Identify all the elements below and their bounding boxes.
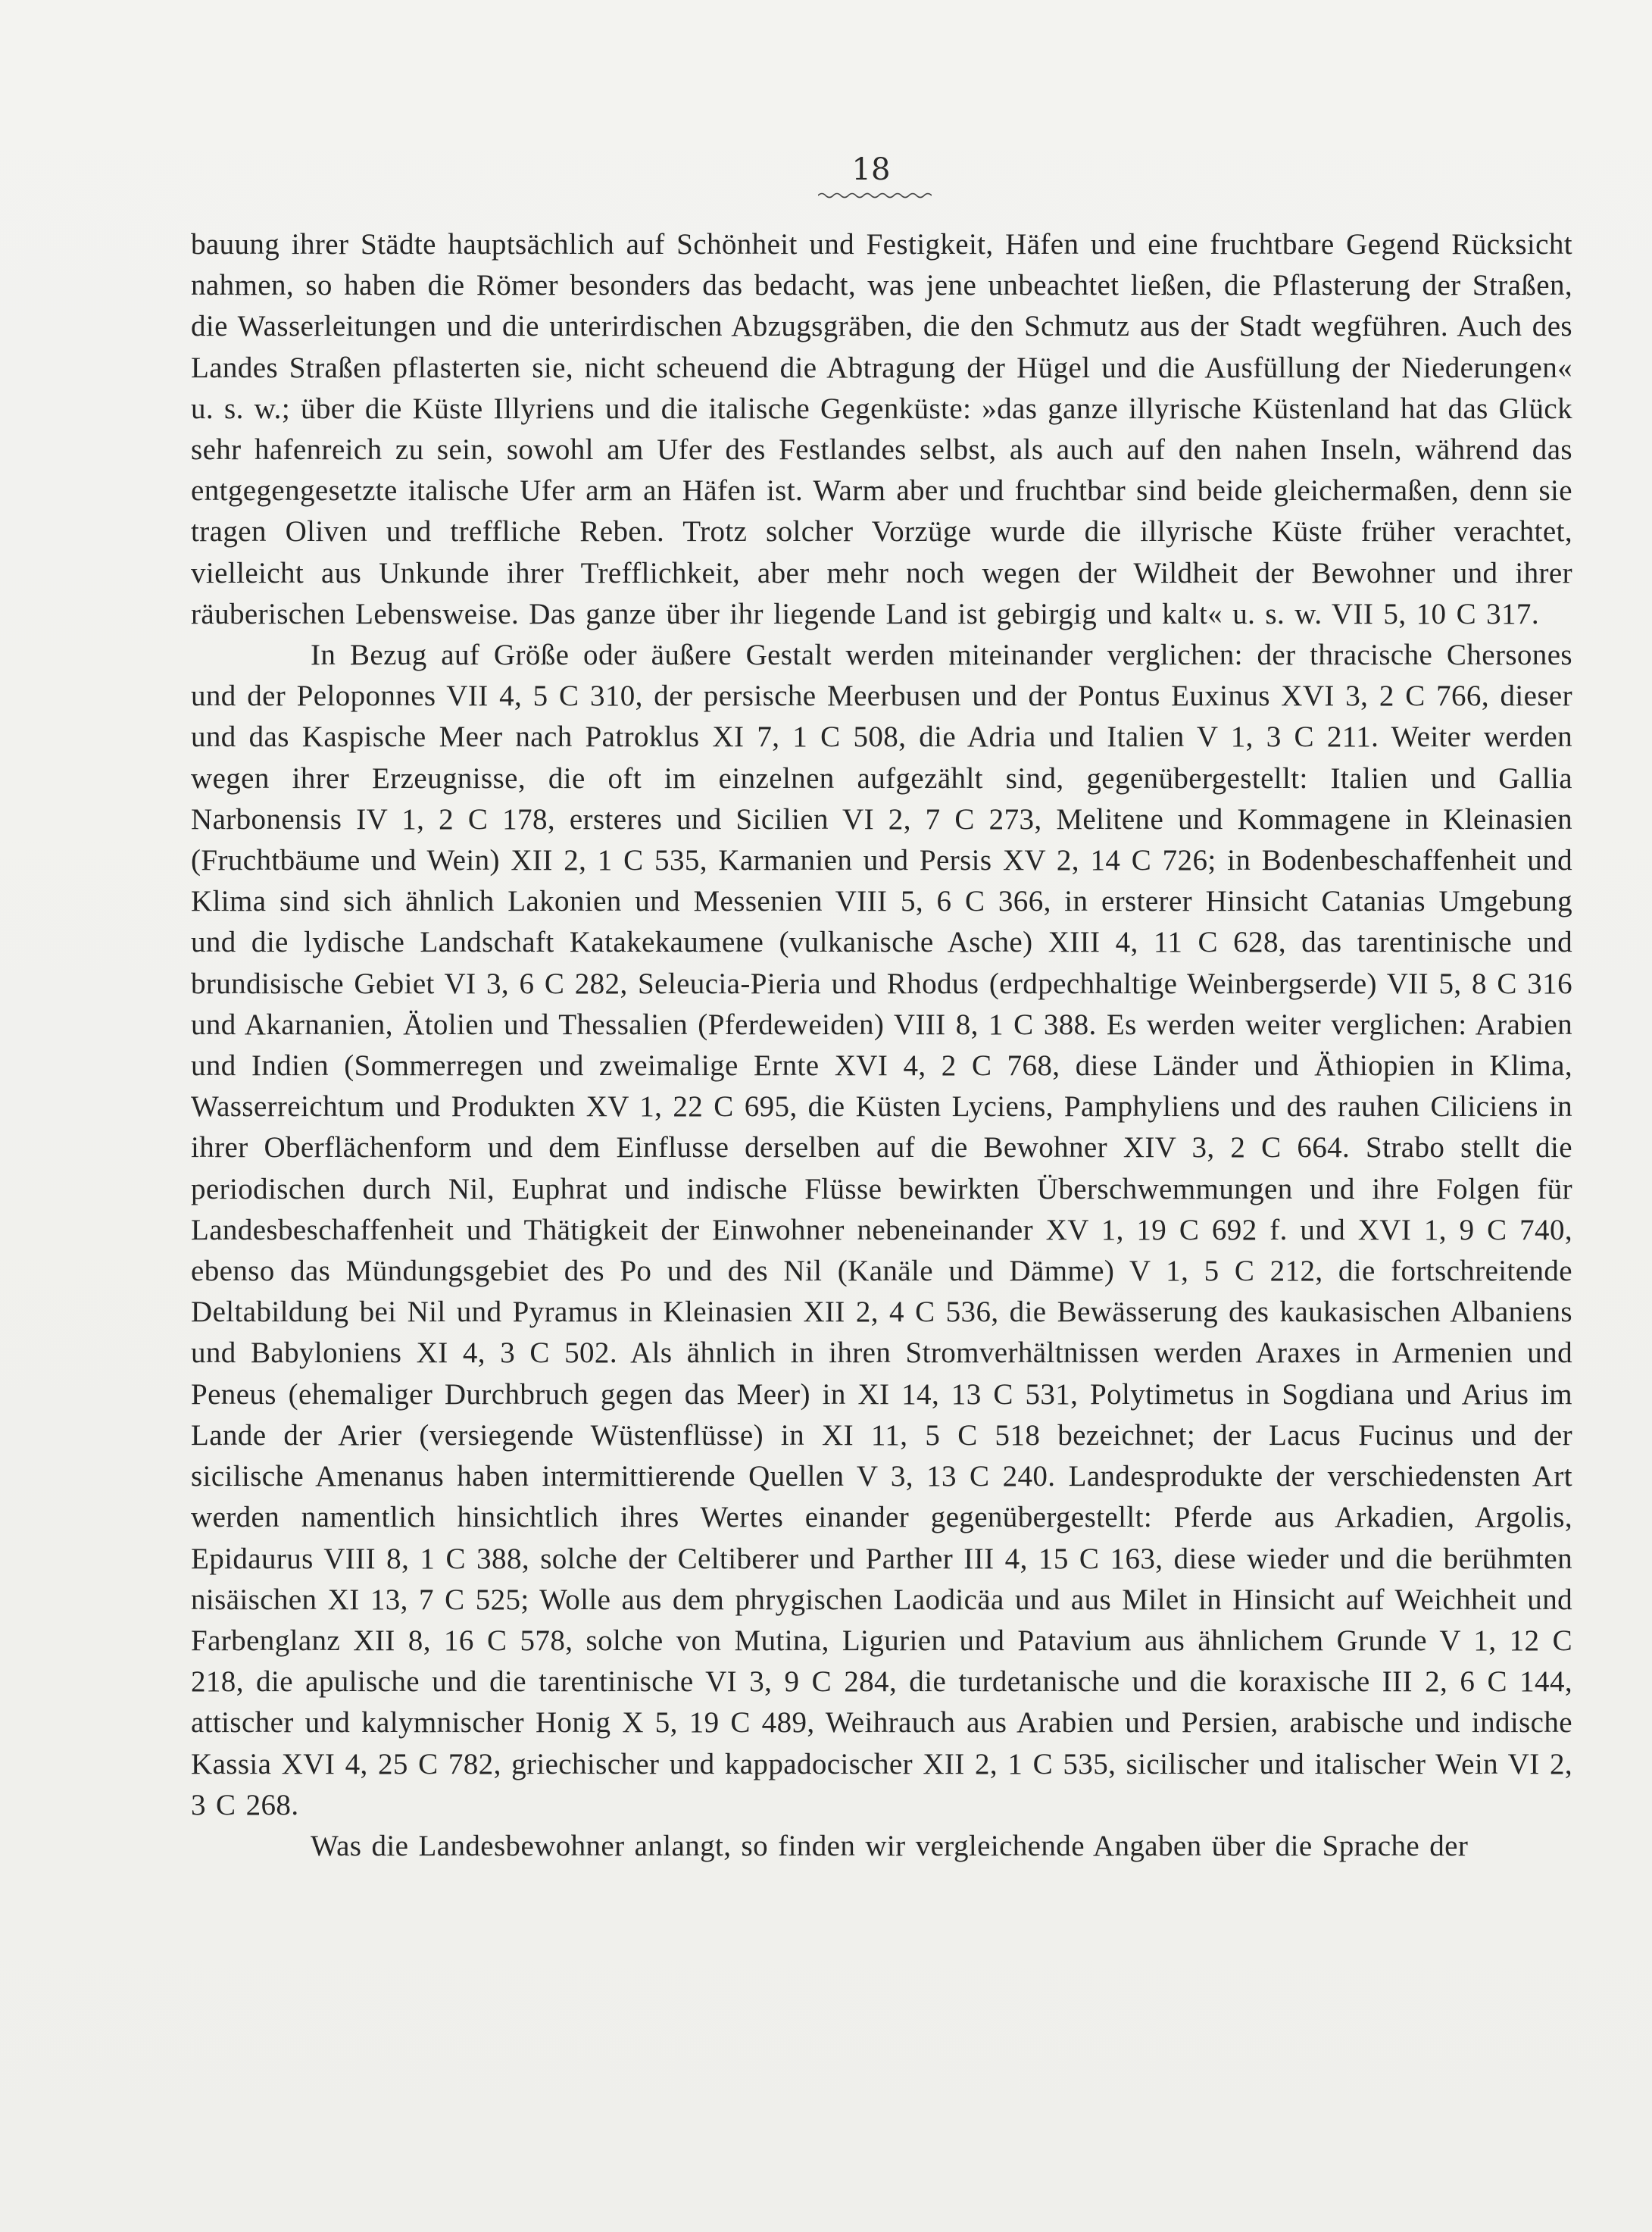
body-text bbox=[191, 224, 1572, 1867]
page-number-ornament bbox=[818, 191, 932, 200]
paragraph-inhabitants: Was die Landesbewohner anlangt, so finden wir vergleichende Angaben über die Sprache der bbox=[311, 1829, 1469, 1862]
page-number: 18 bbox=[851, 152, 891, 187]
paragraph-comparisons: In Bezug auf Größe oder äußere Gestalt werden miteinander verglichen: der thracische Chersones und der Peloponnes VII 4, 5 C 310, der persische Meerbusen und der Pontus Euxinus XVI 3, 2 C 766, dieser und das Kaspische Meer nach Patroklus XI 7, 1 C 508, die Adria und Italien V 1, 3 C 211. Weiter werden wegen ihrer Erzeugnisse, die oft im einzelnen aufgezählt sind, gegenübergestellt: Italien und Gallia Narbonensis IV 1, 2 C 178, ersteres und Sicilien VI 2, 7 C 273, Melitene und Kommagene in Kleinasien (Fruchtbäume und Wein) XII 2, 1 C 535, Karmanien und Persis XV 2, 14 C 726; in Bodenbeschaffenheit und Klima sind sich ähnlich Lakonien und Messenien VIII 5, 6 C 366, in ersterer Hinsicht Catanias Umgebung und die lydische Landschaft Katakekaumene (vulkanische Asche) XIII 4, 11 C 628, das tarentinische und brundisische Gebiet VI 3, 6 C 282, Seleucia-Pieria und Rhodus (erdpechhaltige Weinbergserde) VII 5, 8 C 316 und Akarnanien, Ätolien und Thessalien (Pferdeweiden) VIII 8, 1 C 388. Es werden weiter verglichen: Arabien und Indien (Sommerregen und zweimalige Ernte XVI 4, 2 C 768, diese Länder und Äthiopien in Klima, Wasserreichtum und Produkten XV 1, 22 C 695, die Küsten Lyciens, Pamphyliens und des rauhen Ciliciens in ihrer Oberflächenform und dem Einflusse derselben auf die Bewohner XIV 3, 2 C 664. Strabo stellt die periodischen durch Nil, Euphrat und indische Flüsse bewirkten Überschwemmungen und ihre Folgen für Landesbeschaffenheit und Thätigkeit der Einwohner nebeneinander XV 1, 19 C 692 f. und XVI 1, 9 C 740, ebenso das Mündungsgebiet des Po und des Nil (Kanäle und Dämme) V 1, 5 C 212, die fortschreitende Deltabildung bei Nil und Pyramus in Kleinasien XII 2, 4 C 536, die Bewässerung des kaukasischen Albaniens und Babyloniens XI 4, 3 C 502. Als ähnlich in ihren Stromverhältnissen werden Araxes in Armenien und Peneus (ehemaliger Durchbruch gegen das Meer) in XI 14, 13 C 531, Polytimetus in Sogdiana und Arius im Lande der Arier (versiegende Wüstenflüsse) in XI 11, 5 C 518 bezeichnet; der Lacus Fucinus und der sicilische Amenanus haben intermittierende Quellen V 3, 13 C 240. Landesprodukte der verschiedensten Art werden namentlich hinsichtlich ihres Wertes einander gegenübergestellt: Pferde aus Arkadien, Argolis, Epidaurus VIII 8, 1 C 388, solche der Celtiberer und Parther III 4, 15 C 163, diese wieder und die berühmten nisäischen XI 13, 7 C 525; Wolle aus dem phrygischen Laodicäa und aus Milet in Hinsicht auf Weichheit und Farbenglanz XII 8, 16 C 578, solche von Mutina, Ligurien und Patavium aus ähnlichem Grunde V 1, 12 C 218, die apulische und die tarentinische VI 3, 9 C 284, die turdetanische und die koraxische III 2, 6 C 144, attischer und kalymnischer Honig X 5, 19 C 489, Weihrauch aus Arabien und Persien, arabische und indische Kassia XVI 4, 25 C 782, griechischer und kappadocischer XII 2, 1 C 535, sicilischer und italischer Wein VI 2, 3 C 268. bbox=[191, 639, 1572, 1821]
paragraph-continued: bauung ihrer Städte hauptsächlich auf Schönheit und Festigkeit, Häfen und eine fruchtbare Gegend Rücksicht nahmen, so haben die Römer besonders das bedacht, was jene unbeachtet ließen, die Pflasterung der Straßen, die Wasserleitungen und die unterirdischen Abzugsgräben, die den Schmutz aus der Stadt wegführen. Auch des Landes Straßen pflasterten sie, nicht scheuend die Abtragung der Hügel und die Ausfüllung der Niederungen« u. s. w.; über die Küste Illyriens und die italische Gegenküste: »das ganze illyrische Küstenland hat das Glück sehr hafenreich zu sein, sowohl am Ufer des Festlandes selbst, als auch auf den nahen Inseln, während das entgegengesetzte italische Ufer arm an Häfen ist. Warm aber und fruchtbar sind beide gleichermaßen, denn sie tragen Oliven und treffliche Reben. Trotz solcher Vorzüge wurde die illyrische Küste früher verachtet, vielleicht aus Unkunde ihrer Trefflichkeit, aber mehr noch wegen der Wildheit der Bewohner und ihrer räuberischen Lebensweise. Das ganze über ihr liegende Land ist gebirgig und kalt« u. s. w. VII 5, 10 C 317. bbox=[191, 228, 1572, 630]
